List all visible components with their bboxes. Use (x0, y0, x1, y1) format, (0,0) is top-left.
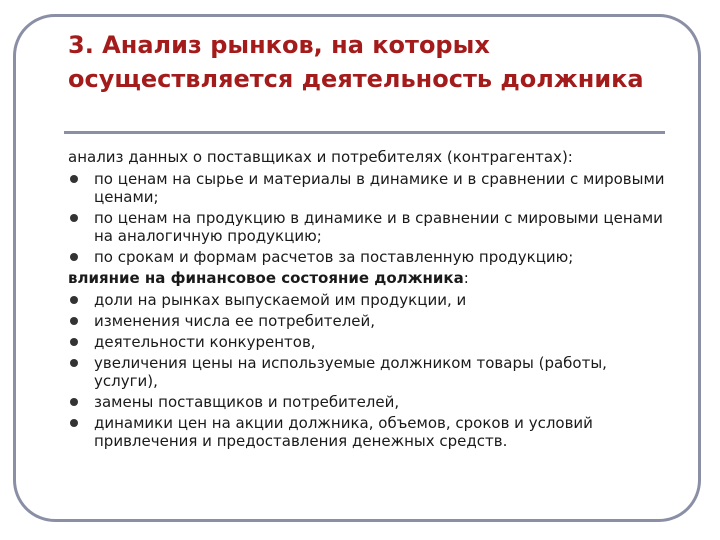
bullet-dot-icon (70, 175, 78, 183)
section-heading-contractors: анализ данных о поставщиках и потребителях (контрагентах): (68, 148, 573, 166)
list-item-text: по ценам на продукцию в динамике и в сравнении с мировыми ценами на аналогичную продукцию; (94, 209, 663, 245)
list-item-text: по срокам и формам расчетов за поставленную продукцию; (94, 248, 574, 266)
section-heading-financial-impact (68, 269, 668, 287)
contractors-list (68, 170, 668, 266)
list-item (68, 333, 668, 351)
list-item (68, 291, 668, 309)
list-item (68, 209, 668, 245)
section-heading-bold: влияние на финансовое состояние должника (68, 269, 464, 287)
list-item-text: замены поставщиков и потребителей, (94, 393, 400, 411)
bullet-dot-icon (70, 338, 78, 346)
bullet-dot-icon (70, 214, 78, 222)
list-item (68, 170, 668, 206)
list-item-text: увеличения цены на используемые должником товары (работы, услуги), (94, 354, 607, 390)
list-item-text: доли на рынках выпускаемой им продукции, и (94, 291, 467, 309)
bullet-dot-icon (70, 419, 78, 427)
list-item-text: по ценам на сырье и материалы в динамике и в сравнении с мировыми ценами; (94, 170, 665, 206)
slide-title: 3. Анализ рынков, на которых осуществляется деятельность должника (68, 31, 644, 93)
list-item (68, 312, 668, 330)
list-item-text: деятельности конкурентов, (94, 333, 316, 351)
bullet-dot-icon (70, 317, 78, 325)
bullet-dot-icon (70, 253, 78, 261)
list-item (68, 248, 668, 266)
list-item (68, 354, 668, 390)
financial-impact-list (68, 291, 668, 450)
section-heading-suffix: : (463, 269, 469, 287)
bullet-dot-icon (70, 398, 78, 406)
bullet-dot-icon (70, 359, 78, 367)
title-divider (64, 131, 665, 134)
list-item-text: динамики цен на акции должника, объемов, сроков и условий привлечения и предоставления денежных средств. (94, 414, 593, 450)
bullet-dot-icon (70, 296, 78, 304)
list-item (68, 393, 668, 411)
list-item-text: изменения числа ее потребителей, (94, 312, 376, 330)
list-item (68, 414, 668, 450)
slide-content (68, 148, 668, 453)
